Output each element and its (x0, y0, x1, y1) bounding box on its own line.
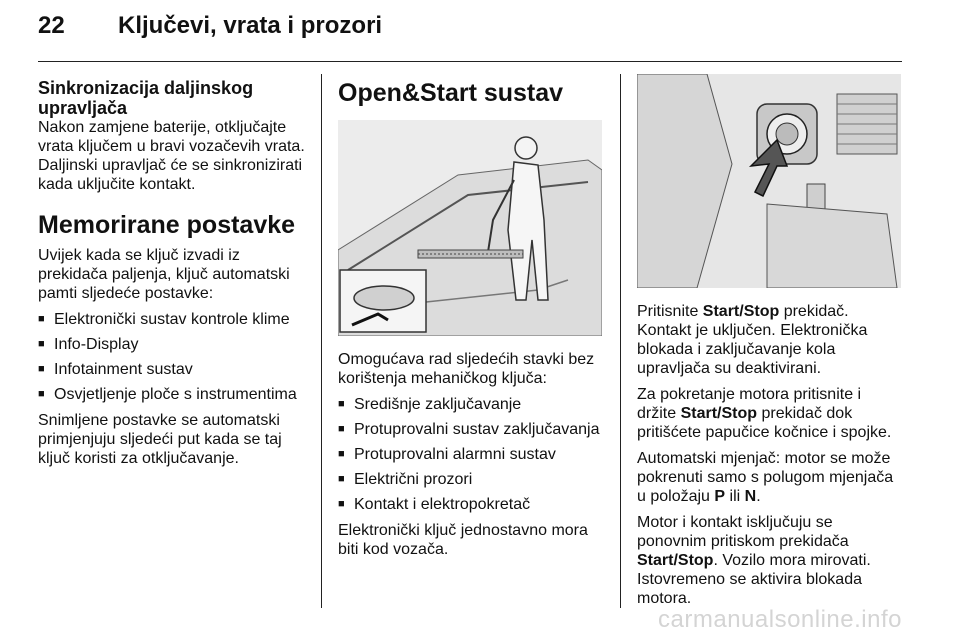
list-item: ■ Infotainment sustav (38, 360, 310, 379)
page-number: 22 (38, 12, 65, 39)
memory-text: Uvijek kada se ključ izvadi iz prekidača paljenja, ključ automatski pamti sljedeće postavke: (38, 247, 290, 302)
column-divider-2 (620, 74, 621, 608)
list-item: ■ Osvjetljenje ploče s instrumentima (38, 385, 310, 404)
watermark: carmanualsonline.info (658, 606, 902, 633)
memory-footer: Snimljene postavke se automatski primjenjuju sljedeći put kada se taj ključ koristi za otključavanje. (38, 412, 282, 467)
column-left (38, 78, 310, 475)
list-item: ■ Središnje zaključavanje (338, 395, 608, 414)
list-item: ■ Info-Display (38, 335, 310, 354)
start-stop-paragraph-1: Pritisnite Start/Stop prekidač. Kontakt je uključen. Elektronička blokada i zaključavanje kola upravljača su deaktivirani. (637, 303, 868, 377)
start-stop-paragraph-2: Za pokretanje motora pritisnite i držite Start/Stop prekidač dok pritišćete papučice kočnice i spojke. (637, 386, 892, 441)
sync-heading: Sinkronizacija daljinskog upravljača (38, 78, 254, 118)
sync-text: Nakon zamjene baterije, otključajte vrata ključem u bravi vozačevih vrata. Daljinski upravljač će se sinkronizirati kada uključite kontakt. (38, 119, 305, 193)
open-start-heading: Open&Start sustav (338, 79, 564, 107)
open-start-intro: Omogućava rad sljedećih stavki bez korištenja mehaničkog ključa: (338, 351, 595, 387)
start-stop-paragraph-3: Automatski mjenjač: motor se može pokrenuti samo s polugom mjenjača u položaju P ili N. (637, 450, 894, 505)
list-item: ■ Kontakt i elektropokretač (338, 495, 608, 514)
open-start-illustration (338, 120, 602, 336)
memory-list (38, 310, 310, 404)
list-item: ■ Protuprovalni alarmni sustav (338, 445, 608, 464)
list-item: ■ Elektronički sustav kontrole klime (38, 310, 310, 329)
column-divider-1 (321, 74, 322, 608)
memory-heading: Memorirane postavke (38, 211, 296, 239)
page-title: Ključevi, vrata i prozori (118, 12, 383, 39)
header-divider (38, 61, 902, 62)
column-middle (338, 78, 608, 566)
start-stop-paragraph-4: Motor i kontakt isključuju se ponovnim pritiskom prekidača Start/Stop. Vozilo mora mirovati. Istovremeno se aktivira blokada motora. (637, 514, 871, 607)
start-stop-illustration (637, 74, 901, 288)
column-right (637, 74, 903, 615)
list-item: ■ Protuprovalni sustav zaključavanja (338, 420, 608, 439)
open-start-list (338, 395, 608, 514)
list-item: ■ Električni prozori (338, 470, 608, 489)
open-start-footer: Elektronički ključ jednostavno mora biti kod vozača. (338, 522, 588, 558)
